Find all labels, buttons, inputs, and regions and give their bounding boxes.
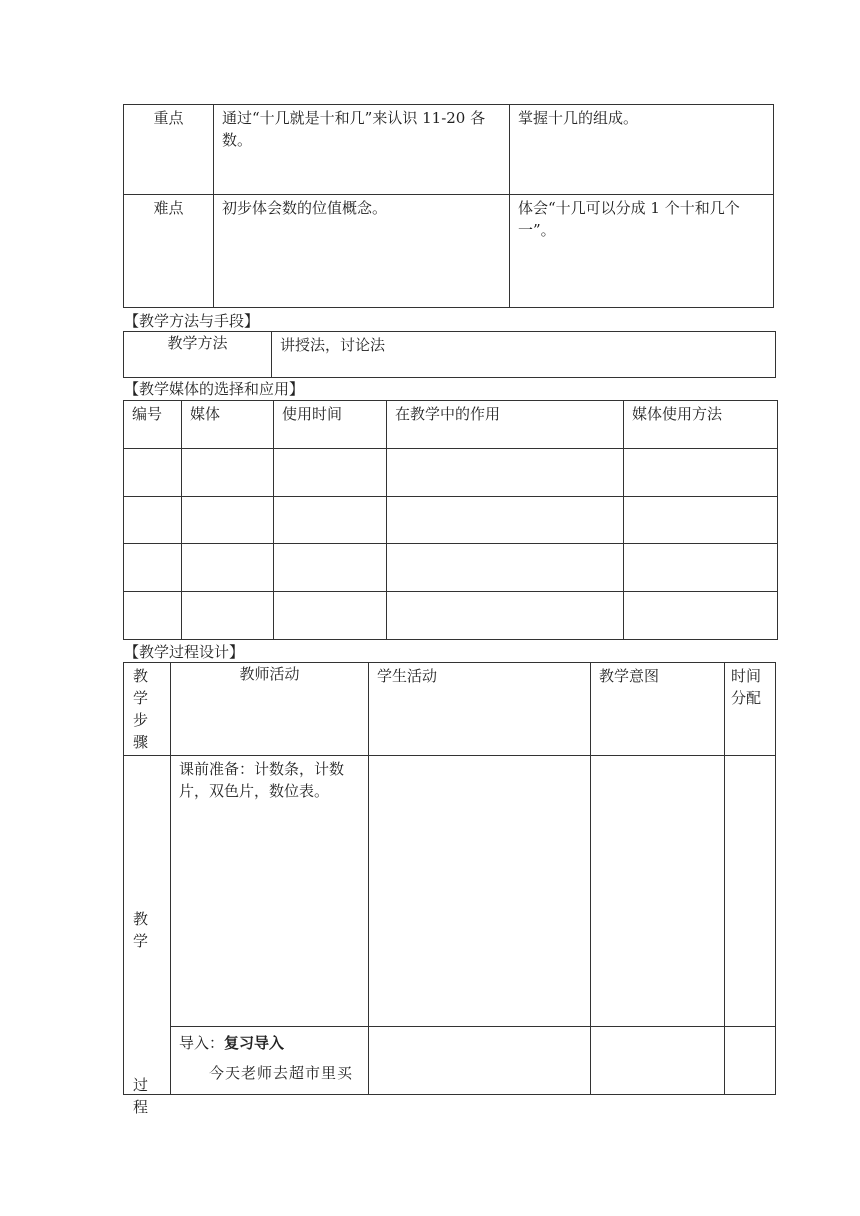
media-header-id: 编号 (124, 401, 182, 449)
table-row (124, 544, 778, 592)
process-header-teacher: 教师活动 (171, 663, 369, 756)
methods-section-title: 【教学方法与手段】 (124, 312, 260, 330)
process-step-label-top: 教学 (133, 910, 149, 950)
process-section-title: 【教学过程设计】 (124, 643, 245, 661)
media-table (123, 400, 778, 640)
process-intro-text: 今天老师去超市里买 (209, 1064, 354, 1082)
focus-label: 重点 (124, 105, 214, 195)
process-header-step: 教学步骤 (133, 667, 149, 751)
difficulty-label: 难点 (124, 195, 214, 308)
difficulty-goal: 体会“十几可以分成 1 个十和几个一”。 (510, 195, 774, 308)
methods-label: 教学方法 (124, 332, 272, 378)
process-prep-text: 课前准备：计数条，计数片，双色片，数位表。 (171, 756, 369, 1027)
focus-content: 通过“十几就是十和几”来认识 11-20 各数。 (214, 105, 510, 195)
focus-table (123, 104, 774, 308)
process-intro-bold: 复习导入 (224, 1034, 285, 1052)
table-row (124, 449, 778, 497)
table-row (124, 756, 776, 1027)
table-row (124, 497, 778, 544)
media-header-time: 使用时间 (274, 401, 387, 449)
methods-table (123, 331, 776, 378)
media-header-row (124, 401, 778, 449)
table-row (124, 1027, 776, 1095)
media-header-method: 媒体使用方法 (624, 401, 778, 449)
process-intro-cell (171, 1027, 369, 1095)
process-header-row (124, 663, 776, 756)
process-step-label-bottom: 过程 (133, 1076, 149, 1116)
media-section-title: 【教学媒体的选择和应用】 (124, 380, 305, 398)
difficulty-content: 初步体会数的位值概念。 (214, 195, 510, 308)
media-header-media: 媒体 (182, 401, 274, 449)
focus-goal: 掌握十几的组成。 (510, 105, 774, 195)
process-intro-prefix: 导入： (179, 1034, 225, 1052)
process-header-intent: 教学意图 (591, 663, 725, 756)
media-header-role: 在教学中的作用 (387, 401, 624, 449)
methods-value: 讲授法，讨论法 (272, 332, 776, 378)
process-step-cell (124, 756, 171, 1116)
process-header-student: 学生活动 (369, 663, 591, 756)
table-row (124, 592, 778, 640)
process-table (123, 662, 776, 1116)
process-header-time: 时间分配 (731, 667, 762, 707)
